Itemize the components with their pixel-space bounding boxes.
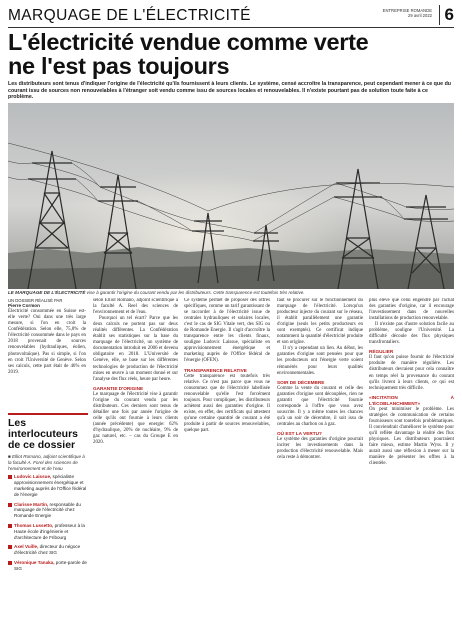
interlocutor-item	[8, 474, 88, 497]
article-column-1	[8, 298, 86, 408]
publication-name: ENTREPRISE ROMANDE	[382, 8, 432, 13]
bullet-square-icon	[8, 475, 12, 479]
interlocutor-role: porte-parole de SIG	[14, 559, 87, 571]
headline-line-2: ne l'est pas toujours	[8, 53, 230, 79]
page-number: 6	[439, 5, 454, 25]
photo-caption	[8, 290, 454, 296]
caption-text: vise à garantir l'origine du courant vendu par les distributeurs. Cette transparence est toutefois très relative.	[85, 290, 305, 295]
byline-author: Pierre Cormon	[8, 303, 40, 309]
headline	[8, 30, 454, 78]
section-title: MARQUAGE DE L'ÉLECTRICITÉ	[8, 7, 251, 24]
subheading: SOIR DE DÉCEMBRE	[277, 379, 325, 385]
interlocutors-box	[8, 413, 88, 631]
pylon-illustration	[8, 103, 454, 289]
box-intro: ■ Elliot Romano, adjoint scientifique à la faculté A. Forel des sciences de l'environnement et de l'eau	[8, 454, 85, 471]
caption-lead: LE MARQUAGE DE L'ÉLECTRICITÉ	[8, 290, 86, 295]
article-column-2	[93, 298, 178, 628]
paragraph: Le système des garanties d'origine pourrait inciter les investissements dans la production d'électricité renouvelable. Mais cela reste à démontrer.	[277, 436, 363, 461]
subheading: GARANTIE D'ORIGINE	[93, 385, 144, 391]
box-title: Les interlocuteurs de ce dossier	[8, 417, 79, 451]
subheading: OÙ EST LA VERTU?	[277, 430, 322, 436]
bullet-square-icon	[8, 503, 12, 507]
paragraph: Il n'y a cependant un lien. Au début, les garanties d'origine sont pensées pour que les producteurs ont l'énergie verte soient rémunérés pour leurs qualités environnementales.	[277, 346, 363, 376]
paragraph: Ce système permet de proposer des offres spécifiques, comme un tarif garantissant de se raccorder à de l'électricité issue de centrales hydrauliques et solaires locales, c'est le cas de SIG Vitale vert, des SIG ou de Romande Energie. Il s'agit d'accroître la transparence entre les clients finaux, souligne Ludovic Laissue, spécialiste en approvisionnement énergétique et marketing auprès de l'Office fédéral de l'énergie (OFEN).	[184, 298, 270, 364]
bullet-square-icon	[8, 524, 12, 528]
paragraph: faut se procurer sur le fonctionnement du marquage de l'électricité. Lorsqu'un producteur injecte du courant sur le réseau, il établit parallèlement une garantie d'origine (seuls les petits producteurs en sont exemptés). Ce certificat indique notamment la quantité d'électricité produite et son origine.	[277, 298, 363, 346]
interlocutor-role: responsable du marquage de l'électricité chez Romande Energie	[14, 501, 81, 519]
paragraph: Le marquage de l'électricité vise à garantir l'origine du courant vendu par les distributeurs. Ces derniers sont tenus de détailler une fois par année l'origine de celle qu'ils ont fournie à leurs clients (année précédente) que energie: 62% d'hydraulique, 20% de nucléaire, 9% de gaz naturel, etc. – cas du Groupe E en 2020.	[93, 391, 178, 446]
interlocutor-role: professeur à la Haute école d'ingénierie et d'architecture de Fribourg	[14, 522, 85, 540]
lead-paragraph: Les distributeurs sont tenus d'indiquer l'origine de l'électricité qu'ils fournissent à leurs clients. Le système, censé accroître la transparence, peut cependant mener à ce que du courant issu de sources non renouvelables à l'étranger soit vendu comme issu de sources locales et renouvelables. Il n'existe pourtant pas de solution toute faite à ce problème.	[8, 81, 452, 101]
headline-line-1: L'électricité vendue comme verte	[8, 29, 369, 55]
paragraph: Pourquoi un tel écart? Parce que les deux calculs ne portent pas sur deux réalités différentes. La Confédération établit ses statistiques sur la base du marquage de l'électricité, un système de documentation introduit en 2006 et devenu obligatoire en 2018. L'Université de Genève, elle, se base sur les différentes technologies de production de l'électricité mises en œuvre à un moment donné et sur l'analyse des flux réels, heure par heure.	[93, 316, 178, 382]
interlocutor-name: Axel Vuille,	[14, 544, 39, 550]
paragraph: selon Elliot Romano, adjoint scientifique à la faculté A. Reel des sciences de l'environnement et de l'eau.	[93, 298, 178, 316]
interlocutor-item	[8, 523, 88, 540]
interlocutor-item	[8, 502, 88, 519]
paragraph: Il faut qu'on puisse fournir de l'électricité produite de manière régulière. Les distributeurs devraient pour cela connaître en temps réel la provenance du courant qu'ils livrent à leurs clients, ce qui est techniquement très difficile.	[369, 355, 454, 391]
publication-date: 29 avril 2022	[408, 13, 432, 19]
article-column-5	[369, 298, 454, 628]
subheading: RÉGULIER	[369, 349, 394, 355]
paragraph: Il n'existe pas d'autre solution facile au problème, souligne l'Université. La difficulté découle des flux physiques transfrontaliers.	[369, 322, 454, 346]
paragraph: plus élevé que celui engendré par l'achat des garanties d'origine, car il encourage l'investissement dans de nouvelles installations de production renouvelable.	[369, 298, 454, 322]
interlocutor-name: Thomas Lussetto,	[14, 522, 54, 528]
page-header	[8, 6, 454, 28]
interlocutor-item	[8, 544, 88, 556]
article-column-4	[277, 298, 363, 628]
paragraph: Électricité consommée en Suisse est-elle verte? Oui dans une très large mesure, si l'on en croit la Confédération. Selon elle, 75,8% de l'électricité consommée dans le pays en 2018 provenait de sources renouvelables (hydrauliques, éolien, photovoltaïque). Pas si simple, si l'on en croit l'Université de Genève. Selon ses calculs, cette part était de 46% en 2019.	[8, 309, 86, 375]
paragraph: On peut minimiser le problème. Les stratégies de communication de certains fournisseurs sont toutefois problématiques. Il conviendrait d'améliorer le système pour qu'il reflète davantage la réalité des flux physiques. Les distributeurs pourraient faire mieux, estime Martin Wyss. Il y aurait aussi une réflexion à mener sur la manière de présenter les offres à la clientèle.	[369, 406, 454, 467]
subheading: TRANSPARENCE RELATIVE	[184, 367, 247, 373]
power-lines-photo	[8, 103, 454, 289]
interlocutor-name: Ludovic Laissue,	[14, 474, 52, 480]
paragraph: Comme la vente du courant et celle des garanties d'origine sont découplées, rien ne garantit que l'électricité fournie corresponde à l'offre que vous avez souscrite. Il y a même toutes les chances qu'à un soir de décembre, il soit issu de centrales au charbon ou à gaz.	[277, 385, 363, 427]
interlocutor-role: spécialiste approvisionnement énergétique et marketing auprès de l'Office fédéral de l'énergie	[14, 474, 87, 497]
paragraph: Cette transparence est toutefois très relative. Ce n'est pas parce que vous ne consommez que de l'électricité labellisée renouvelable qu'elle l'est forcément toujours. Pour compliquer, les distributeurs achètent aussi des garanties d'origine. Il existe, en effet, des certificats qui attestent qu'une certaine quantité de courant a été produite à partir de sources renouvelables, quelque part.	[184, 373, 270, 433]
interlocutor-name: Véronique Tanaka,	[14, 559, 55, 565]
subheading: «INCITATION À L'ÉCOBLANCHIMENT»	[369, 394, 454, 406]
interlocutor-item	[8, 560, 88, 572]
interlocutor-role: directeur du négoce d'électricité chez SIG	[14, 544, 81, 556]
article-column-3	[184, 298, 270, 628]
bullet-square-icon	[8, 545, 12, 549]
interlocutor-name: Clarisse Martin,	[14, 501, 49, 507]
bullet-square-icon	[8, 561, 12, 565]
byline-label: UN DOSSIER RÉALISÉ PAR	[8, 298, 63, 303]
publication-info	[383, 8, 432, 18]
